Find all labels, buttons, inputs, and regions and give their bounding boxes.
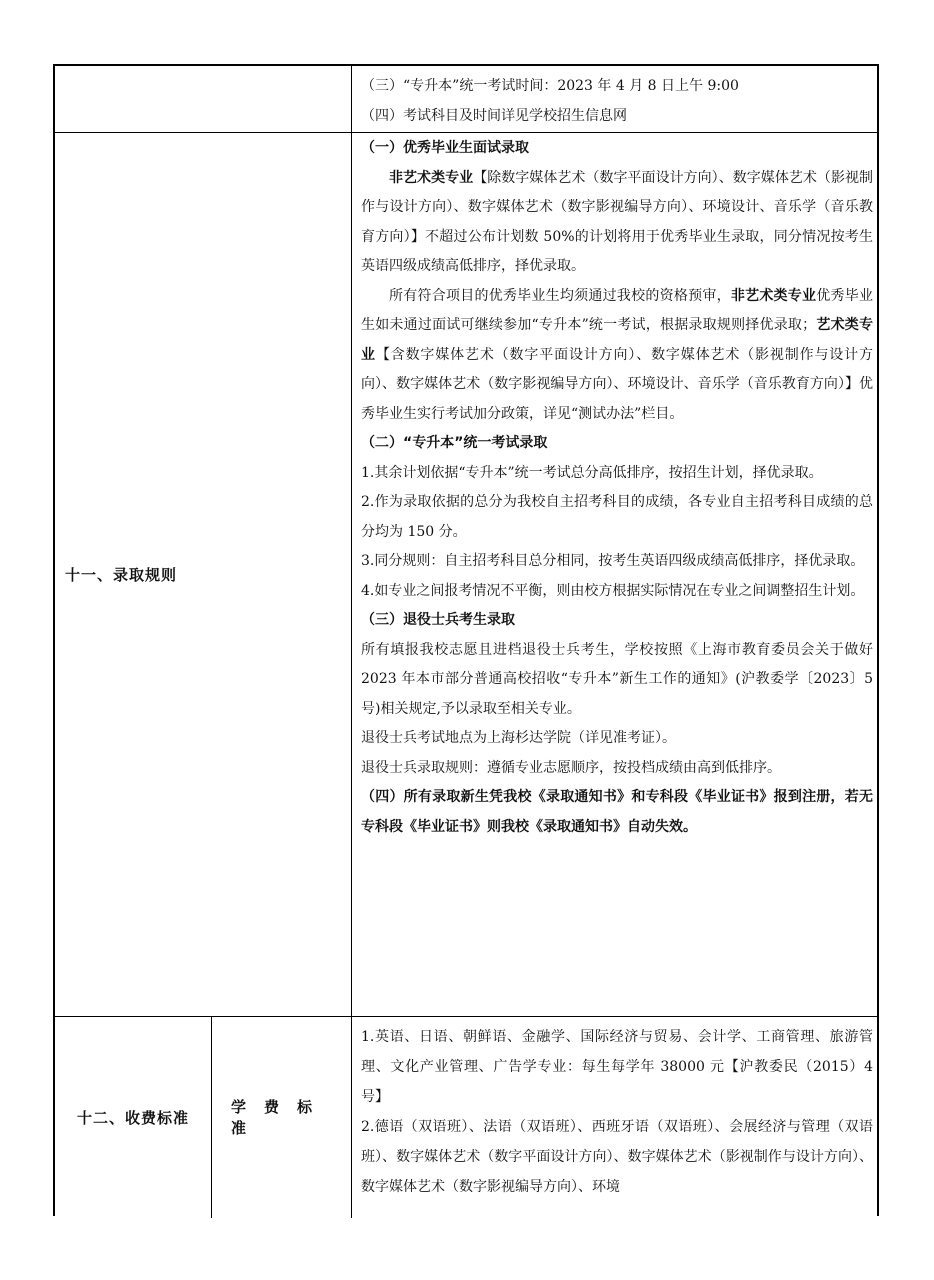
section-3-para-1: 所有填报我校志愿且进档退役士兵考生，学校按照《上海市教育委员会关于做好 2023 年本市部分普通高校招收“专升本”新生工作的通知》(沪教委学〔2023〕5 号)相关规定,予以录取至相关专业。 xyxy=(361,641,873,717)
section-1-para-1 xyxy=(361,164,873,282)
fee-item-2: 2.德语（双语班）、法语（双语班）、西班牙语（双语班）、会展经济与管理（双语班）、数字媒体艺术（数字平面设计方向）、数字媒体艺术（影视制作与设计方向）、数字媒体艺术（数字影视编导方向）、环境 xyxy=(361,1119,873,1195)
fees-label: 十二、收费标准 xyxy=(76,1108,189,1127)
exam-info-content xyxy=(361,72,873,131)
section-2-item-1: 1.其余计划依据“专升本”统一考试总分高低排序，按招生计划，择优录取。 xyxy=(361,464,823,481)
section-3-para-2: 退役士兵考试地点为上海杉达学院（详见准考证）。 xyxy=(361,730,676,746)
fee-item-1: 1.英语、日语、朝鲜语、金融学、国际经济与贸易、会计学、工商管理、旅游管理、文化产业管理、广告学专业：每生每学年 38000 元【沪教委民（2015）4 号】 xyxy=(361,1029,873,1105)
exam-subjects-line: （四）考试科目及时间详见学校招生信息网 xyxy=(361,107,627,124)
para-text: 所有符合项目的优秀毕业生均须通过我校的资格预审， xyxy=(389,287,731,304)
bold-term: 非艺术类专业 xyxy=(730,287,817,304)
admission-rules-label: 十一、录取规则 xyxy=(65,565,178,584)
bold-term: 非艺术类专业 xyxy=(389,169,474,186)
section-3-para-3: 退役士兵录取规则：遵循专业志愿顺序，按投档成绩由高到低排序。 xyxy=(361,759,781,776)
tuition-sublabel: 学费标准 xyxy=(231,1098,331,1137)
fees-content xyxy=(361,1022,873,1202)
admission-rules-content xyxy=(361,134,873,842)
section-2-item-2: 2.作为录取依据的总分为我校自主招考科目的成绩，各专业自主招考科目成绩的总分均为 150 分。 xyxy=(361,494,873,540)
admissions-table xyxy=(53,64,879,1216)
row-admission-rules xyxy=(55,132,877,1016)
row-fees xyxy=(55,1016,877,1218)
section-2-item-3: 3.同分规则：自主招考科目总分相同，按考生英语四级成绩高低排序，择优录取。 xyxy=(361,553,865,569)
section-3-title: （三）退役士兵考生录取 xyxy=(361,612,515,628)
para-text: 【含数字媒体艺术（数字平面设计方向）、数字媒体艺术（影视制作与设计方向）、数字媒体艺术（数字影视编导方向）、环境设计、音乐学（音乐教育方向）】优秀毕业生实行考试加分政策，详见“测试办法”栏目。 xyxy=(361,346,874,422)
column-divider xyxy=(211,1016,212,1218)
section-2-title: （二）“专升本”统一考试录取 xyxy=(361,435,548,451)
section-1-para-2 xyxy=(361,282,873,430)
section-1-title: （一）优秀毕业生面试录取 xyxy=(361,140,529,156)
exam-time-line: （三）“专升本”统一考试时间：2023 年 4 月 8 日上午 9:00 xyxy=(361,78,739,94)
section-4-notice: （四）所有录取新生凭我校《录取通知书》和专科段《毕业证书》报到注册，若无专科段《毕业证书》则我校《录取通知书》自动失效。 xyxy=(361,789,873,835)
column-divider xyxy=(351,66,352,1218)
section-2-item-4: 4.如专业之间报考情况不平衡，则由校方根据实际情况在专业之间调整招生计划。 xyxy=(361,582,865,599)
row-exam-info xyxy=(55,66,877,132)
bold-term: 艺术类专业 xyxy=(361,317,873,363)
para-text: 优秀毕业生如未通过面试可继续参加“专升本”统一考试，根据录取规则择优录取； xyxy=(361,287,874,333)
para-text: 【除数字媒体艺术（数字平面设计方向）、数字媒体艺术（影视制作与设计方向）、数字媒体艺术（数字影视编导方向）、环境设计、音乐学（音乐教育方向）】不超过公布计划数 50%的计划将用于优秀毕业生录取，同分情况按考生英语四级成绩高低排序，择优录取。 xyxy=(361,169,874,274)
